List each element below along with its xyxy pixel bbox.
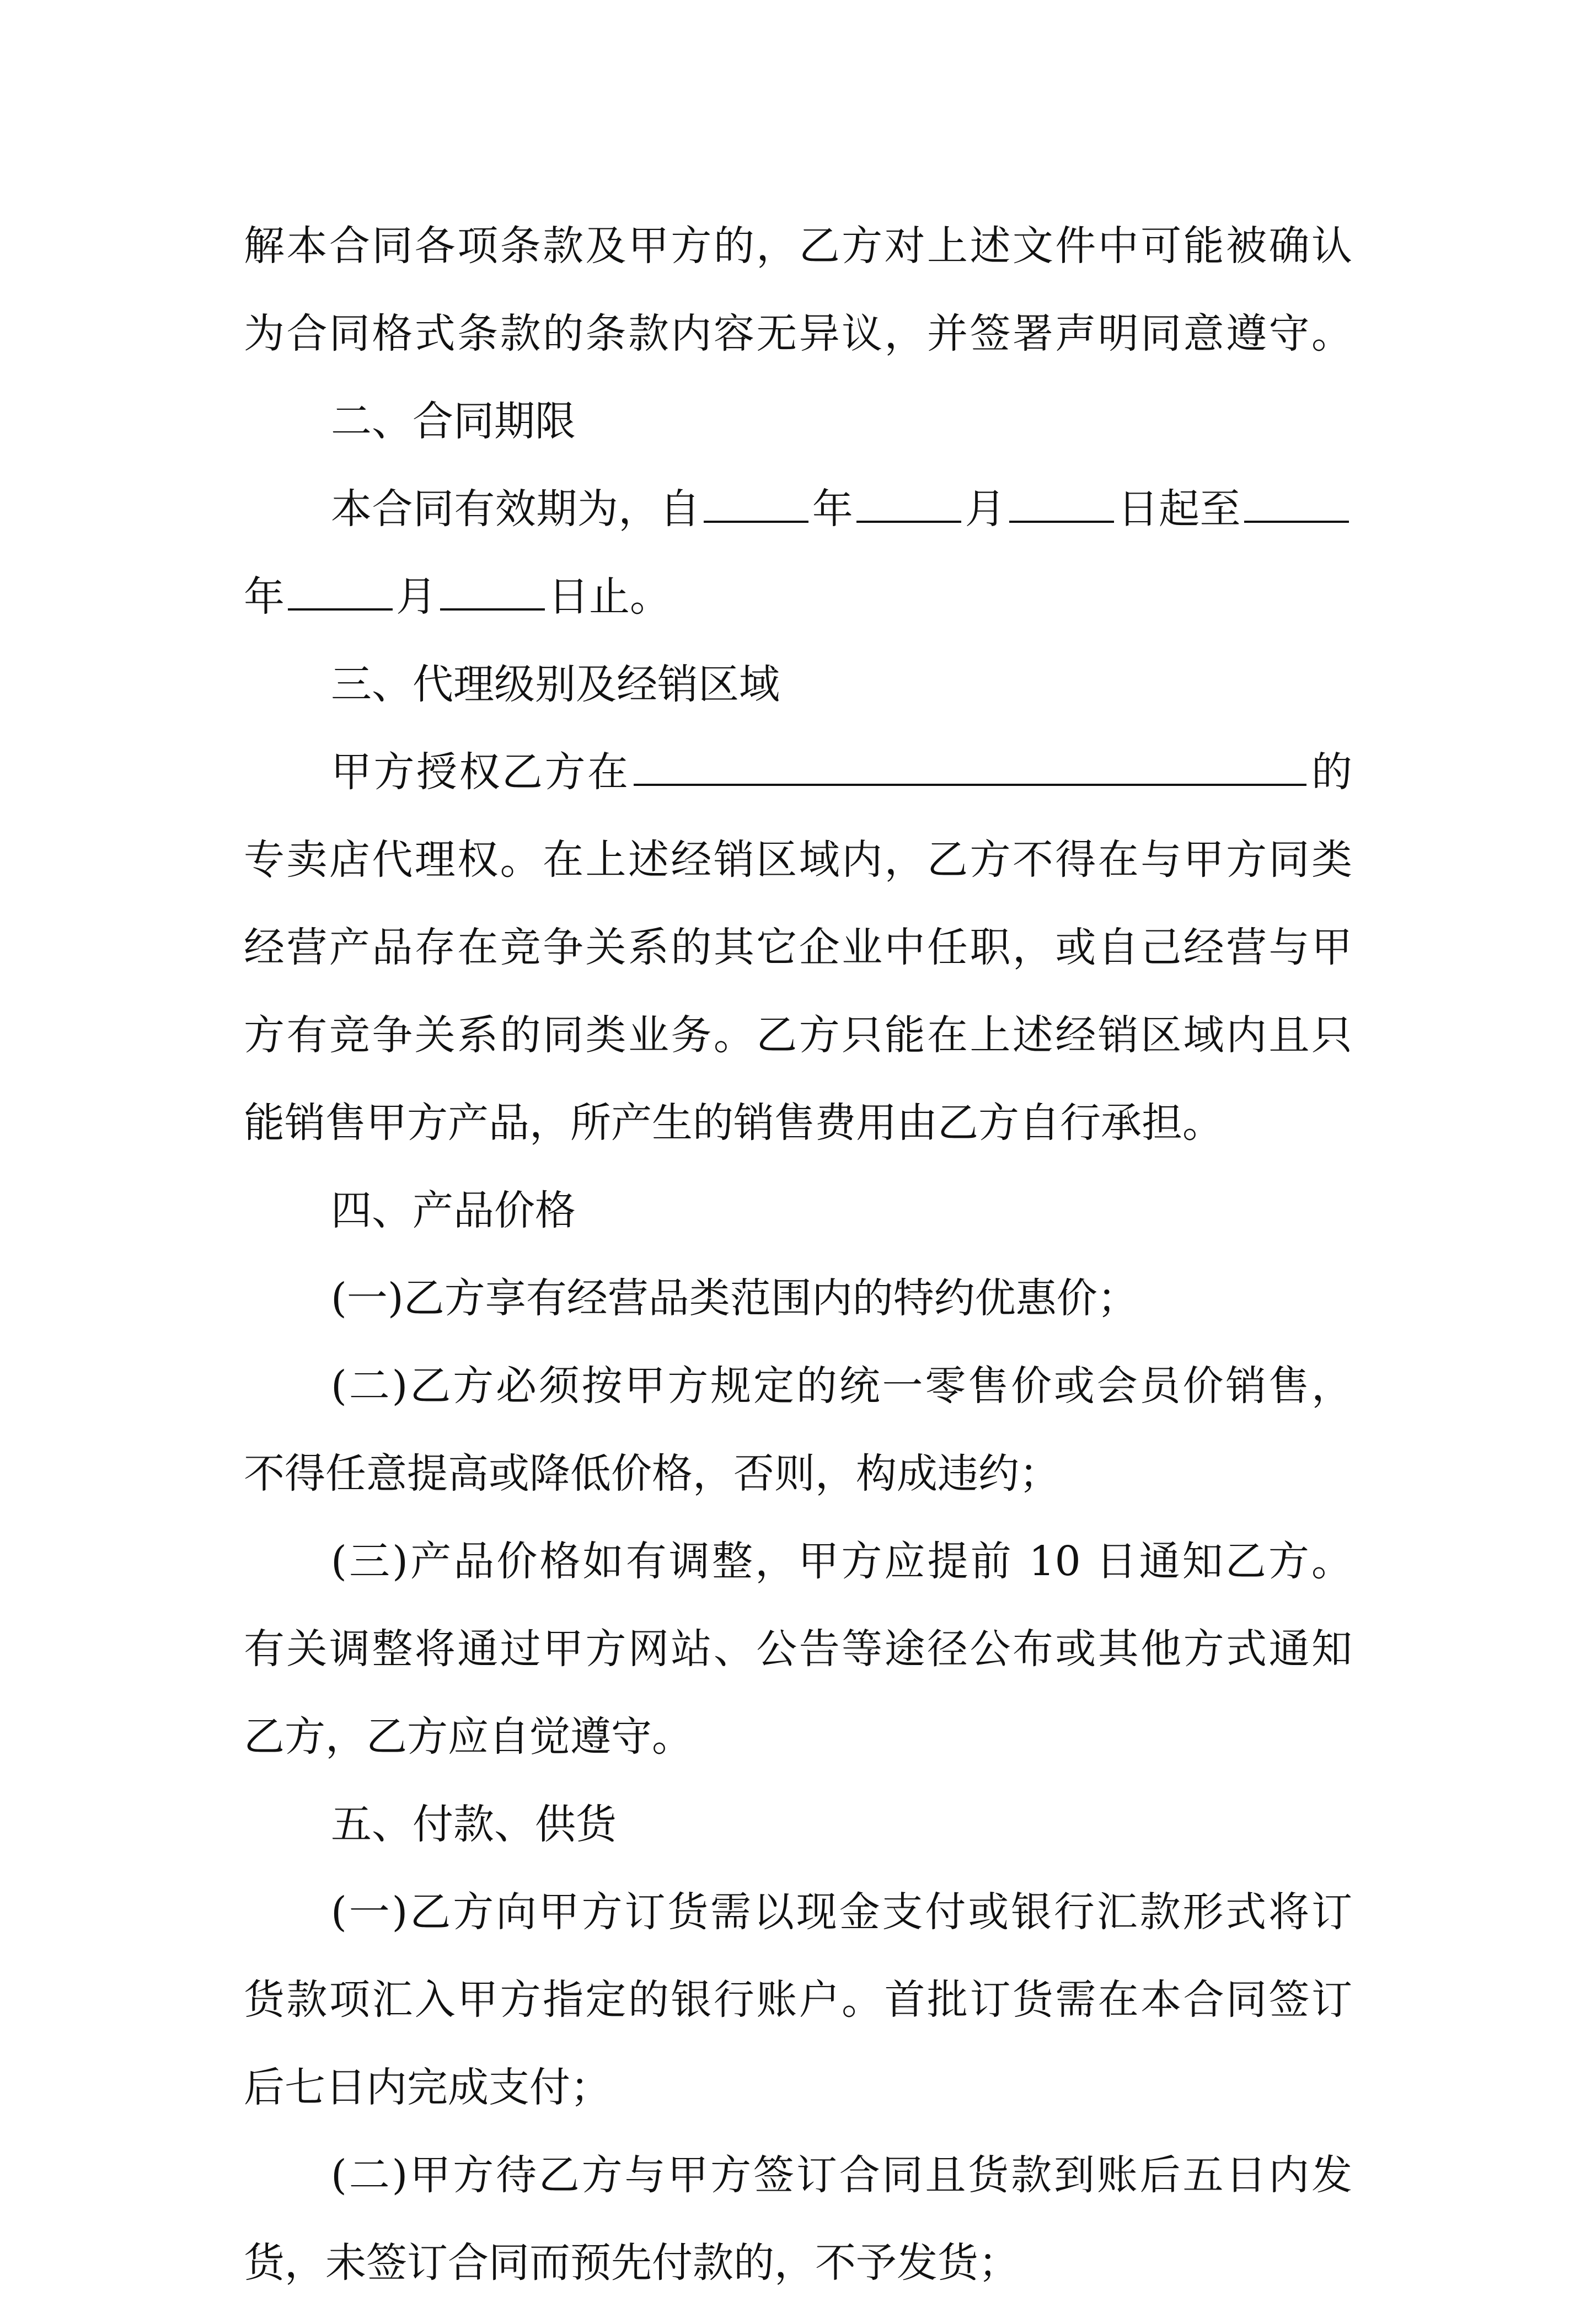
text-line: 有关调整将通过甲方网站、公告等途径公布或其他方式通知	[244, 1625, 1352, 1673]
region-prefix: 甲方授权乙方在	[331, 748, 630, 796]
text-line: 方有竞争关系的同类业务。乙方只能在上述经销区域内且只	[244, 1011, 1352, 1059]
text-line: 货，未签订合同而预先付款的，不予发货；	[244, 2239, 1019, 2287]
text-line: 能销售甲方产品，所产生的销售费用由乙方自行承担。	[244, 1099, 1223, 1147]
text-line: 后七日内完成支付；	[244, 2064, 611, 2111]
section-heading: 二、合同期限	[331, 398, 576, 445]
end-month-blank	[288, 572, 393, 611]
contract-term-start-line	[244, 465, 1352, 553]
section-heading: 五、付款、供货	[331, 1801, 617, 1848]
text-line: 货款项汇入甲方指定的银行账户。首批订货需在本合同签订	[244, 1976, 1352, 2024]
text-line: 经营产品存在竞争关系的其它企业中任职，或自己经营与甲	[244, 924, 1352, 971]
document-body	[244, 202, 1352, 2307]
start-year-blank	[704, 484, 808, 523]
text-line: 解本合同各项条款及甲方的，乙方对上述文件中可能被确认	[244, 222, 1352, 270]
text-line: 不得任意提高或降低价格，否则，构成违约；	[244, 1450, 1060, 1497]
end-day-blank	[440, 572, 545, 611]
term-from-label: 日起至	[1117, 485, 1241, 533]
text-line: 乙方，乙方应自觉遵守。	[244, 1713, 693, 1760]
section-heading: 三、代理级别及经销区域	[331, 661, 780, 708]
term-year-label: 年	[812, 485, 854, 533]
contract-term-end-line	[244, 553, 1352, 641]
end-year-blank	[1244, 484, 1349, 523]
text-line: 为合同格式条款的条款内容无异议，并签署声明同意遵守。	[244, 310, 1352, 357]
region-line	[244, 729, 1352, 816]
text-line: 专卖店代理权。在上述经销区域内，乙方不得在与甲方同类	[244, 836, 1352, 884]
region-blank	[634, 747, 1306, 786]
start-month-blank	[856, 484, 961, 523]
text-line: (一)乙方享有经营品类范围内的特约优惠价；	[331, 1275, 1138, 1322]
term-prefix: 本合同有效期为，自	[331, 485, 701, 533]
text-line: (二)甲方待乙方与甲方签订合同且货款到账后五日内发	[331, 2151, 1352, 2199]
section-heading: 四、产品价格	[331, 1187, 576, 1234]
term-until-label: 日止。	[548, 573, 671, 620]
term-end-year-label: 年	[244, 573, 285, 620]
term-month-label: 月	[965, 485, 1006, 533]
region-suffix: 的	[1309, 748, 1352, 796]
text-line: (二)乙方必须按甲方规定的统一零售价或会员价销售，	[331, 1362, 1352, 1410]
term-end-month-label: 月	[396, 573, 437, 620]
start-day-blank	[1009, 484, 1114, 523]
text-line: (三)产品价格如有调整，甲方应提前 10 日通知乙方。	[331, 1538, 1352, 1585]
text-line: (一)乙方向甲方订货需以现金支付或银行汇款形式将订	[331, 1888, 1352, 1936]
